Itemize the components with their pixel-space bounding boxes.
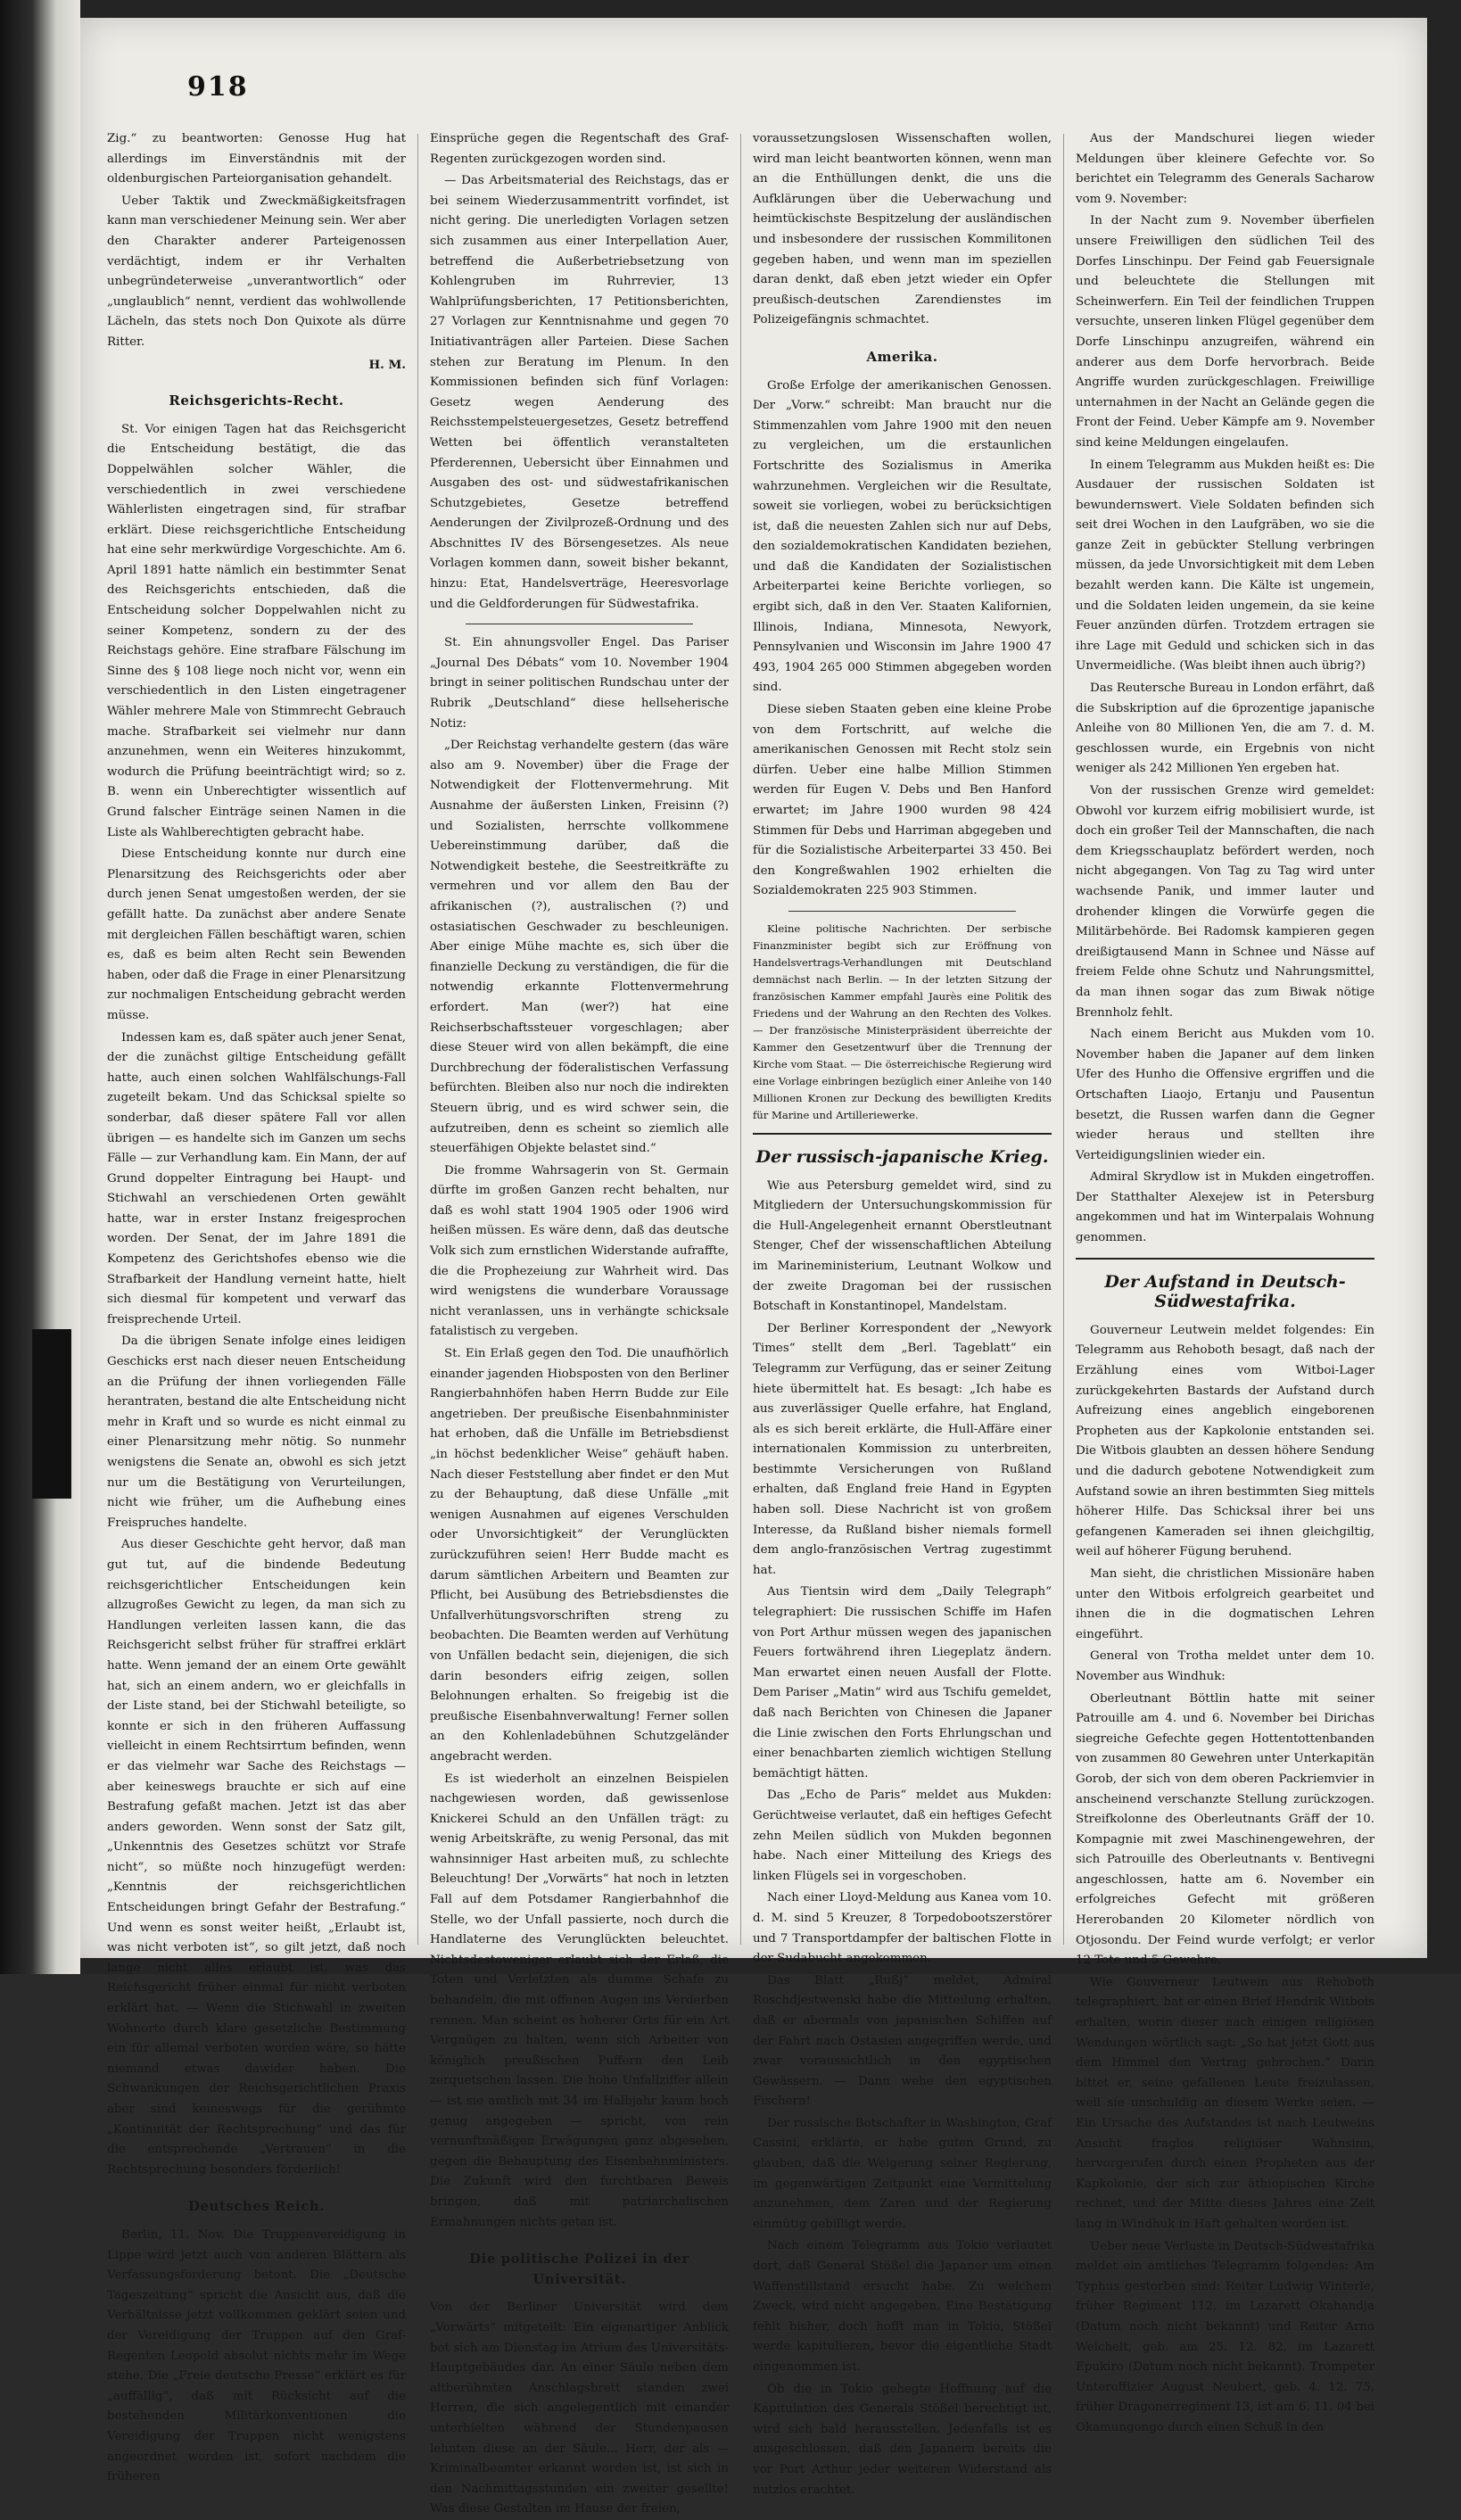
article-paragraph: Nach einem Telegramm aus Tokio verlautet dort, daß General Stößel die Japaner um einen Waffenstillstand ersucht habe. Zu welchem Zweck, wird nicht angegeben. Eine Bestätigung fehlt bisher, doch hofft man in Tokio, Stößel werde kapitulieren, bevor die eigentliche Stadt eingenommen ist. bbox=[753, 2239, 1052, 2374]
article-paragraph: Die fromme Wahrsagerin von St. Germain dürfte im großen Ganzen recht behalten, nur daß es wohl statt 1904 1905 oder 1906 wird heißen müssen. Es wäre denn, daß das deutsche Volk sich zum ernstlichen Widerstande aufraffte, die die Prophezeiung zur Wahrheit wird. Das wird wenigstens die wunderbare Voraussage nicht veranlassen, uns in verhängte schicksale fatalistisch zu vergeben. bbox=[430, 1163, 729, 1339]
article-paragraph: General von Trotha meldet unter dem 10. November aus Windhuk: bbox=[1076, 1649, 1374, 1683]
article-paragraph: Da die übrigen Senate infolge eines leidigen Geschicks erst nach dieser neuen Entscheidung an die Prüfung der ihnen vorliegenden Fälle herantraten, bestand die alte Entscheidung nicht mehr in Kraft und so wurde es nicht einmal zu einer Plenarsitzung mehr nötig. So nunmehr wenigstens die Senate an, obwohl es sich jetzt nur um die Bestätigung von Verurteilungen, nicht wie früher, um die Aufhebung eines Freispruches handelte. bbox=[107, 1334, 406, 1530]
article-paragraph: — Das Arbeitsmaterial des Reichstags, das er bei seinem Wiederzusammentritt vorfindet, ist nicht gering. Die unerledigten Vorlagen setzen sich zusammen aus einer Interpellation Auer, betreffend die Außerbetriebsetzung von Kohlengruben im Ruhrrevier, 13 Wahlprüfungsberichten, 17 Petitionsberichten, 27 Vorlagen zur Kenntnisnahme und gegen 70 Initiativanträgen aller Parteien. Diese Sachen stehen zur Beratung im Plenum. In den Kommissionen befinden sich fünf Vorlagen: Gesetz wegen Aenderung des Reichsstempelsteuergesetzes, Gesetz betreffend Wetten bei öffentlich veranstalteten Pferderennen, Uebersicht über Einnahmen und Ausgaben des ost- und südwestafrikanischen Schutzgebietes, Gesetze betreffend Aenderungen der Zivilprozeß-Ordnung und des Abschnittes IV des Börsengesetzes. Als neue Vorlagen kommen dann, soweit bisher bekannt, hinzu: Etat, Handelsverträge, Heeresvorlage und die Geldforderungen für Südwestafrika. bbox=[430, 174, 729, 611]
article-paragraph: Berlin, 11. Nov. Die Truppenvereidigung in Lippe wird jetzt auch von anderen Blättern als Verfassungsforderung betont. Die „Deutsche Tageszeitung“ spricht die Ansicht aus, daß die Verhältnisse jetzt vollkommen geklärt seien und der Vereidigung der Truppen auf den Graf-Regenten Leopold absolut nichts mehr im Wege stehe. Die „Freie deutsche Presse“ erklärt es für „auffällig“, daß mit Rücksicht auf die bestehenden Militärkonventionen die Vereidigung der Truppen nicht wenigstens angeordnet worden ist, sofort nachdem die früheren bbox=[107, 2227, 406, 2484]
article-paragraph: Aus dieser Geschichte geht hervor, daß man gut tut, auf die bindende Bedeutung reichsgerichtlicher Entscheidungen kein allzugroßes Gewicht zu legen, da man sich zu Handlungen verleiten lassen kann, die das Reichsgericht selbst früher für straffrei erklärt hatte. Wenn jemand der an einem Orte gewählt hat, sich an einem andern, wo er gleichfalls in der Liste stand, bei der Stichwahl beteiligte, so konnte er sich in den früheren Auffassung vielleicht in einem Rechtsirrtum befinden, wenn er das vielmehr war Sache des Reichstags — aber keineswegs brauchte er sich auf eine Bestrafung gefaßt machen. Jetzt ist das aber anders geworden. Wenn sonst der Satz gilt, „Unkenntnis des Gesetzes schützt vor Strafe nicht“, so müßte noch hinzugefügt werden: „Kenntnis der reichsgerichtlichen Entscheidungen bringt Gefahr der Bestrafung.“ Und wenn es sonst weiter heißt, „Erlaubt ist, was nicht verboten ist“, so gilt jetzt, daß noch lange nicht alles erlaubt ist, was das Reichsgericht früher einmal für nicht verboten erklärt hat. — Wenn die Stichwahl in zweiten Wohnorte durch klare gesetzliche Bestimmung ein für allemal verboten worden wäre, so hätte niemand etwas dawider haben. Die Schwankungen der Reichsgerichtlichen Praxis aber sind keineswegs für die gerühmte „Kontinuität der Rechtsprechung“ und das für die entsprechende „Vertrauen“ in die Rechtsprechung besonders förderlich! bbox=[107, 1538, 406, 2177]
article-paragraph: In der Nacht zum 9. November überfielen unsere Freiwilligen den südlichen Teil des Dorfes Linschinpu. Der Feind gab Feuersignale und beleuchtete die Stellungen mit Scheinwerfern. Ein Teil der feindlichen Truppen versuchte, unseren linken Flügel gegenüber dem Dorfe Linschinpu anzugreifen, während ein anderer aus dem Dorfe hervorbrach. Beide Angriffe wurden zurückgeschlagen. Freiwillige unternahmen in der Nacht an Gelände gegen die Front der Feind. Ueber Kämpfe am 9. November sind keine Meldungen eingelaufen. bbox=[1076, 214, 1374, 450]
article-paragraph: Zig.“ zu beantworten: Genosse Hug hat allerdings im Einverständnis mit der oldenburgischen Parteiorganisation gehandelt. bbox=[107, 132, 406, 186]
column-divider bbox=[740, 134, 741, 1945]
article-paragraph: Indessen kam es, daß später auch jener Senat, der die zunächst giltige Entscheidung gefällt hatte, auch einen solchen Wahlfälschungs-Fall zugeteilt bekam. Und das Schicksal spielte so sonderbar, daß dieser spätere Fall vor allen übrigen — es handelte sich im Ganzen um sechs Fälle — zur Verhandlung kam. Ein Mann, der auf Grund doppelter Eintragung bei Haupt- und Stichwahl an verschiedenen Orten gewählt hatte, war in erster Instanz freigesprochen worden. Der Senat, der im Jahre 1891 die Kompetenz des Gerichtshofes ebenso wie die Strafbarkeit der Handlung verneint hatte, hielt sich diesmal für kompetent und verwarf das freisprechende Urteil. bbox=[107, 1030, 406, 1326]
binding-edge bbox=[0, 0, 80, 1974]
news-brief: Kleine politische Nachrichten. Der serbische Finanzminister begibt sich zur Eröffnung von Handelsvertrags-Verhandlungen mit Deutschland demnächst nach Berlin. — In der letzten Sitzung der französischen Kammer empfahl Jaurès eine Politik des Friedens und der Wahrung an den Rechten des Volkes. — Der französische Ministerpräsident überreichte der Kammer den Gesetzentwurf über die Trennung der Kirche vom Staat. — Die österreichische Regierung wird eine Vorlage einbringen bezüglich einer Anleihe von 140 Millionen Kronen zur Deckung des bewilligten Kredits für Marine und Artilleriewerke. bbox=[753, 921, 1052, 1121]
section-heading: Der Aufstand in Deutsch-Südwestafrika. bbox=[1104, 1271, 1346, 1312]
article-paragraph: Von der Berliner Universität wird dem „Vorwärts“ mitgeteilt: Ein eigenartiger Anblick bot sich am Dienstag im Atrium des Universitäts-Hauptgebäudes dar. An einer Säule neben dem altberühmten Anschlagsbrett standen zwei Herren, die sich angelegentlich mit einander unterhielten während der Stundenpausen lehnten diese an der Säule... Herr, der als — Kriminalbeamter erkannt worden ist, ist sich in den Nachmittagsstunden ein zweiter gesellte! Was diese Gestalten im Hause der freien, bbox=[430, 2301, 729, 2516]
article-paragraph: St. Ein ahnungsvoller Engel. Das Pariser „Journal Des Débats“ vom 10. November 1904 bringt in seiner politischen Rundschau unter der Rubrik „Deutschland“ diese hellseherische Notiz: bbox=[430, 636, 729, 731]
article-paragraph: voraussetzungslosen Wissenschaften wollen, wird man leicht beantworten können, wenn man an die Enthüllungen denkt, die uns die Aufklärungen über die Ueberwachung und heimtückischste Bespitzelung der ausländischen und insbesondere der russischen Kommilitonen gegeben haben, und wenn man im speziellen daran denkt, daß eben jetzt wieder ein Opfer preußisch-deutschen Zarendienstes im Polizeigefängnis schmachtet. bbox=[753, 132, 1052, 327]
article-paragraph: Große Erfolge der amerikanischen Genossen. Der „Vorw.“ schreibt: Man braucht nur die Stimmenzahlen vom Jahre 1900 mit den neuen zu vergleichen, um die erstaunlichen Fortschritte des Sozialismus in Amerika wahrzunehmen. Vergleichen wir die Resultate, soweit sie vorliegen, wobei zu berücksichtigen ist, daß die neuesten Zahlen sich nur auf Debs, den sozialdemokratischen Kandidaten beziehen, und daß die Kandidaten der Sozialistischen Arbeiterpartei keine Berichte vorliegen, so ergibt sich, daß in den Ver. Staaten Kalifornien, Illinois, Indiana, Minnesota, Newyork, Pennsylvanien und Wisconsin im Jahre 1900 47 493, 1904 265 000 Stimmen abgegeben worden sind. bbox=[753, 378, 1052, 695]
separator-rule bbox=[788, 911, 1016, 912]
article-paragraph: Ueber Taktik und Zweckmäßigkeitsfragen kann man verschiedener Meinung sein. Wer aber den Charakter anderer Parteigenossen verdächtigt, indem er ihr Verhalten unbegründeterweise „unverantwortlich“ oder „unglaublich“ nennt, verdient das wohlwollende Lächeln, das stets noch Don Quixote als dürre Ritter. bbox=[107, 194, 406, 349]
column-2 bbox=[430, 129, 729, 2516]
binding-mark bbox=[32, 1329, 71, 1499]
article-paragraph: Gouverneur Leutwein meldet folgendes: Ein Telegramm aus Rehoboth besagt, daß nach der Erzählung eines vom Witboi-Lager zurückgekehrten Bastards der Aufstand durch Aufreizung eines angeblich eingeborenen Propheten aus der Kapkolonie entstanden sei. Die Witbois glaubten an dessen höhere Sendung und die dadurch gebotene Notwendigkeit zum Aufstand sowie an ihren bestimmten Sieg mittels höherer Hilfe. Das Schicksal ihrer bei uns gefangenen Kameraden sei ihnen gleichgiltig, weil auf höherer Fügung beruhend. bbox=[1076, 1323, 1374, 1559]
article-paragraph: Der russische Botschafter in Washington, Graf Cassini, erklärte, er habe guten Grund, zu glauben, daß die Weigerung seiner Regierung, im gegenwärtigen Zeitpunkt eine Vermittelung anzunehmen, dem Zaren und der Regierung einmütig gebilligt werde. bbox=[753, 2116, 1052, 2231]
article-paragraph: Der Berliner Korrespondent der „Newyork Times“ stellt dem „Berl. Tageblatt“ ein Telegramm zur Verfügung, das er seiner Zeitung hiete übermittelt hat. Es besagt: „Ich habe es aus zuverlässiger Quelle erfahre, hat England, als es sich bereit erklärte, die Hull-Affäre einer internationalen Kommission zu unterbreiten, bestimmte Versicherungen von Rußland erhalten, daß England freie Hand in Egypten haben soll. Diese Nachricht ist von großem Interesse, da Rußland bisher niemals formell dem anglo-französischen Vertrag zugestimmt hat. bbox=[753, 1321, 1052, 1577]
article-paragraph: Es ist wiederholt an einzelnen Beispielen nachgewiesen worden, daß gewissenlose Knickerei Schuld an den Unfällen trägt: zu wenig Arbeitskräfte, zu wenig Personal, das mit wahnsinniger Hast arbeiten muß, zu schlechte Beleuchtung! Der „Vorwärts“ hat noch in letzten Fall auf dem Potsdamer Rangierbahnhof die Stelle, wo der Unfall passierte, noch durch die Handlaterne des Verunglückten beleuchtet. Nichtsdestoweniger erlaubt sich der Erlaß, die Toten und Verletzten als dumme Schafe zu behandeln, die mit offenen Augen ins Verderben rennen. Man scheint es hoherer Orts für ein Art Vergnügen zu halten, wenn sich Arbeiter von königlich preußischen Puffern den Leib zerquetschen lassen. Die hohe Unfallziffer allein — ist sie amtlich mit 34 im Halbjahr kaum hoch genug angegeben — spricht, von rein vernunftmäßigen Erwägungen ganz abgesehen, gegen die Behauptung des Eisenbahnministers. Die Zukunft wird den furchtbaren Beweis bringen, daß mit patriarchalischen Ermahnungen nichts getan ist. bbox=[430, 1772, 729, 2229]
article-paragraph: Ob die in Tokio gehegte Hoffnung auf die Kapitulation des Generals Stößel berechtigt ist, wird sich bald herausstellen. Jedenfalls ist es ausgeschlossen, daß den Japanern bereits die vor Port Arthur jeder weiteren Widerstand als nutzlos erachtet. bbox=[753, 2382, 1052, 2497]
section-heading: Amerika. bbox=[866, 348, 938, 365]
article-paragraph: Diese sieben Staaten geben eine kleine Probe von dem Fortschritt, auf welche die amerikanischen Genossen mit Recht stolz sein dürfen. Ueber eine halbe Million Stimmen werden für Eugen V. Debs und Ben Hanford erwartet; im Jahre 1900 wurden 98 424 Stimmen für Debs und Harriman abgegeben und für die Sozialistische Arbeiterpartei 33 450. Bei den Kongreßwahlen 1902 erhielten die Sozialdemokraten 225 903 Stimmen. bbox=[753, 703, 1052, 898]
article-paragraph: Admiral Skrydlow ist in Mukden eingetroffen. Der Statthalter Alexejew ist in Petersburg angekommen und hat im Winterpalais Wohnung genommen. bbox=[1076, 1170, 1374, 1245]
article-paragraph: St. Vor einigen Tagen hat das Reichsgericht die Entscheidung bestätigt, die das Doppelwählen solcher Wähler, die verschiedentlich in zwei verschiedene Wählerlisten eingetragen sind, für strafbar erklärt. Diese reichsgerichtliche Entscheidung hat eine sehr merkwürdige Vorgeschichte. Am 6. April 1891 hatte nämlich ein bestimmter Senat des Reichsgerichts entschieden, daß die Entscheidung solcher Doppelwahlen nicht zu seiner Kompetenz, sondern zu der des Reichstags gehöre. Eine strafbare Fälschung im Sinne des § 108 liege noch nicht vor, wenn ein verschiedentlich in den Listen eingetragener Wähler mehrere Male von Stimmrecht Gebrauch mache. Strafbarkeit sei vielmehr nur dann anzunehmen, wenn ein Weiteres hinzukommt, wodurch die Prüfung beeinträchtigt wird; so z. B. wenn ein Unberechtigter wissentlich auf Grund falscher Einträge seinen Namen in die Liste als Wahlberechtigten gebracht habe. bbox=[107, 422, 406, 839]
article-paragraph: Von der russischen Grenze wird gemeldet: Obwohl vor kurzem eifrig mobilisiert wurde, ist doch ein großer Teil der Mannschaften, die nach dem Kriegsschauplatz befördert werden, noch nicht abgegangen. Von Tag zu Tag wird unter wachsende Panik, und immer lauter und drohender klingen die Vorwürfe gegen die Militärbehörde. Bei Radomsk kampieren gegen dreißigtausend Mann in Schnee und Nässe auf freiem Felde ohne Schutz und Nahrungsmittel, da man ihnen sogar das zum Biwak nötige Brennholz fehlt. bbox=[1076, 784, 1374, 1020]
article-paragraph: Aus der Mandschurei liegen wieder Meldungen über kleinere Gefechte vor. So berichtet ein Telegramm des Generals Sacharow vom 9. November: bbox=[1076, 132, 1374, 206]
article-paragraph: Einsprüche gegen die Regentschaft des Graf-Regenten zurückgezogen worden sind. bbox=[430, 132, 729, 166]
article-paragraph: Diese Entscheidung konnte nur durch eine Plenarsitzung des Reichsgerichts oder aber durch jenen Senat umgestoßen werden, der sie gefällt hatte. Da zunächst aber andere Senate mit dergleichen Fällen beschäftigt waren, schien es, daß es beim alten Recht sein Bewenden haben, oder daß die Frage in einer Plenarsitzung zur nochmaligen Entscheidung gebracht werden müsse. bbox=[107, 847, 406, 1022]
section-heading: Der russisch-japanische Krieg. bbox=[755, 1146, 1049, 1167]
column-divider bbox=[1063, 134, 1064, 1945]
article-paragraph: Nach einer Lloyd-Meldung aus Kanea vom 10. d. M. sind 5 Kreuzer, 8 Torpedobootszerstörer und 7 Transportdampfer der baltischen Flotte in der Sudabucht angekommen. bbox=[753, 1891, 1052, 1966]
column-4 bbox=[1076, 129, 1374, 2434]
article-paragraph: Man sieht, die christlichen Missionäre haben unter den Witbois erfolgreich gearbeitet und ihnen die in die dogmatischen Lehren eingeführt. bbox=[1076, 1566, 1374, 1641]
article-paragraph: „Der Reichstag verhandelte gestern (das wäre also am 9. November) über die Frage der Notwendigkeit der Flottenvermehrung. Mit Ausnahme der äußersten Linken, Freisinn (?) und Sozialisten, herrschte vollkommene Uebereinstimmung darüber, daß die Notwendigkeit bestehe, die Seestreitkräfte zu vermehren und vor allem den Bau der afrikanischen (?), australischen (?) und ostasiatischen Geschwader zu beschleunigen. Aber einige Mühe machte es, sich über die finanzielle Deckung zu verständigen, die für die notwendig erkannte Flottenvermehrung erfordert. Man (wer?) hat eine Reichserbschaftssteuer vorgeschlagen; aber diese Steuer wird von allen bekämpft, die eine Durchbrechung der föderalistischen Verfassung befürchten. Bleiben also nur noch die indirekten Steuern übrig, und es wird schwer sein, die aufzutreiben, denn es scheint so ziemlich alle steuerfähigen Objekte belastet sind.“ bbox=[430, 739, 729, 1156]
article-paragraph: Oberleutnant Böttlin hatte mit seiner Patrouille am 4. und 6. November bei Dirichas siegreiche Gefechte gegen Hottentottenbanden von zusammen 80 Gewehren unter Unterkapitän Gorob, der sich von dem oberen Packriemvier in anscheinend verschanzte Stellung zurückzogen. Streifkolonne des Oberleutnants Gräff der 10. Kompagnie mit zwei Maschinengewehren, der sich Patrouille des Oberleutnants v. Bentivegni angeschlossen, hatte am 6. November ein erfolgreiches Gefecht mit größeren Hererobanden 20 Kilometer nördlich von Otjosondu. Der Feind wurde verfolgt; er verlor 12 Tote und 5 Gewehre. bbox=[1076, 1691, 1374, 1968]
article-paragraph: Nach einem Bericht aus Mukden vom 10. November haben die Japaner auf dem linken Ufer des Hunho die Offensive ergriffen und die Ortschaften Liaojo, Ertanju und Pausentun besetzt, die Russen warfen dann die Gegner wieder heraus und stellten ihre Verteidigungslinien wieder ein. bbox=[1076, 1028, 1374, 1162]
section-heading: Die politische Polizei in der Universität. bbox=[469, 2251, 689, 2287]
newspaper-page bbox=[80, 18, 1427, 2516]
separator-rule bbox=[753, 1133, 1052, 1135]
article-paragraph: Aus Tientsin wird dem „Daily Telegraph“ telegraphiert: Die russischen Schiffe im Hafen von Port Arthur müssen wegen des japanischen Feuers fortwährend ihren Liegeplatz ändern. Man erwartet einen neuen Ausfall der Flotte. Dem Pariser „Matin“ wird aus Tschifu gemeldet, daß nach Berichten von Chinesen die Japaner die Linie zwischen den Forts Ehrlungschan und einer benachbarten ziemlich wichtigen Stellung bemächtigt hätten. bbox=[753, 1585, 1052, 1781]
separator-rule bbox=[1076, 1258, 1374, 1260]
column-3 bbox=[753, 129, 1052, 2497]
article-paragraph: Ueber neue Verluste in Deutsch-Südwestafrika meldet ein amtliches Telegramm folgendes: Am Typhus gestorben sind: Reiter Ludwig Winterle, früher Regiment 112, im Lazarett Okahandja (Datum noch nicht bekannt) und Reiter Arno Weichelt, geb. am 25. 12. 82, im Lazarett Epukiro (Datum noch nicht bekannt). Trompeter Unteroffizier August Neubert, geb. 4. 12. 75, früher Dragonerregiment 13, ist am 6. 11. 04 bei Okamungongo durch einen Schuß in den bbox=[1076, 2239, 1374, 2434]
author-signature: H. M. bbox=[368, 357, 406, 372]
article-paragraph: Das Reutersche Bureau in London erfährt, daß die Subskription auf die 6prozentige japanische Anleihe von 80 Millionen Yen, die am 7. d. M. geschlossen wurde, ein Ergebnis von nicht weniger als 242 Millionen Yen ergeben hat. bbox=[1076, 682, 1374, 776]
article-paragraph: Wie aus Petersburg gemeldet wird, sind zu Mitgliedern der Untersuchungskommission für die Hull-Angelegenheit ernannt Oberstleutnant Stenger, Chef der wissenschaftlichen Abteilung im Marineministerium, Leutnant Wolkow und der zweite Dragoman bei der russischen Botschaft in Konstantinopel, Mandelstam. bbox=[753, 1178, 1052, 1314]
section-heading: Reichsgerichts-Recht. bbox=[169, 392, 344, 409]
article-paragraph: St. Ein Erlaß gegen den Tod. Die unaufhörlich einander jagenden Hiobsposten von den Berliner Rangierbahnhöfen haben Herrn Budde zur Eile angetrieben. Der preußische Eisenbahnminister hat erhoben, daß die Unfälle im Betriebsdienst „in höchst bedenklicher Weise“ gehäuft haben. Nach dieser Feststellung aber findet er den Mut zu der Behauptung, daß diese Unfälle „mit wenigen Ausnahmen auf eigenes Verschulden oder Unvorsichtigkeit“ der Verunglückten zurückzuführen seien! Herr Budde macht es darum sämtlichen Arbeitern und Beamten zur Pflicht, bei Ausübung des Betriebsdienstes die Unfallverhütungsvorschriften streng zu beobachten. Die Beamten werden auf Verhütung von Unfällen bedacht sein, diejenigen, die sich darin besonders eifrig zeigen, sollen Belohnungen erhalten. So freigebig ist die preußische Eisenbahnverwaltung! Ferner sollen an den Kohlenladebühnen Schutzgeländer angebracht werden. bbox=[430, 1347, 729, 1764]
column-1 bbox=[107, 129, 406, 2484]
column-divider bbox=[417, 134, 418, 1945]
article-paragraph: In einem Telegramm aus Mukden heißt es: Die Ausdauer der russischen Soldaten ist bewundernswert. Viele Soldaten befinden sich seit drei Wochen in den Laufgräben, wo sie die ganze Zeit in gebückter Stellung verbringen müssen, da jede Unvorsichtigkeit mit dem Leben bezahlt werden kann. Die Kälte ist ungemein, und die Soldaten leiden ungemein, da sie keine Feuer anzünden dürfen. Trotzdem ertragen sie ihre Lage mit Geduld und schicken sich in das Unvermeidliche. (Was bleibt ihnen auch übrig?) bbox=[1076, 458, 1374, 673]
article-paragraph: Das Blatt „Rußj“ meldet, Admiral Roschdjestwenski habe die Mitteilung erhalten, daß er abermals von japanischen Schiffen auf der Fahrt nach Ostasien angegriffen werde, und zwar voraussichtlich in den egyptischen Gewässern. — Dann wehe den egyptischen Fischern! bbox=[753, 1973, 1052, 2109]
section-heading: Deutsches Reich. bbox=[187, 2198, 326, 2215]
article-paragraph: Das „Echo de Paris“ meldet aus Mukden: Gerüchtweise verlautet, daß ein heftiges Gefecht zehn Meilen südlich von Mukden begonnen habe. Nach einer Mitteilung des Kriegs des linken Flügels sei in vorgeschoben. bbox=[753, 1789, 1052, 1883]
article-paragraph: Wie Gouverneur Leutwein aus Rehoboth telegraphiert, hat er einen Brief Hendrik Witbois erhalten, worin dieser nach einigen religiösen Wendungen wörtlich sagt: „So hat jetzt Gott aus dem Himmel den Vertrag gebrochen.“ Darin bittet er, seine gefallenen Leute freizulassen, weil sie unschuldig an diesem Werke seien. — Ein Ursache des Aufstandes ist nach Leutweins Ansicht fraglos religiöser Wahnsinn, hervorgerufen durch einen Propheten aus der Kapkolonie, der sich zur äthiopischen Kirche rechnet, und der Mitte dieses Jahres eine Zeit lang in Windhuk in Haft gehalten worden ist. bbox=[1076, 1975, 1374, 2231]
page-number: 918 bbox=[187, 71, 249, 103]
